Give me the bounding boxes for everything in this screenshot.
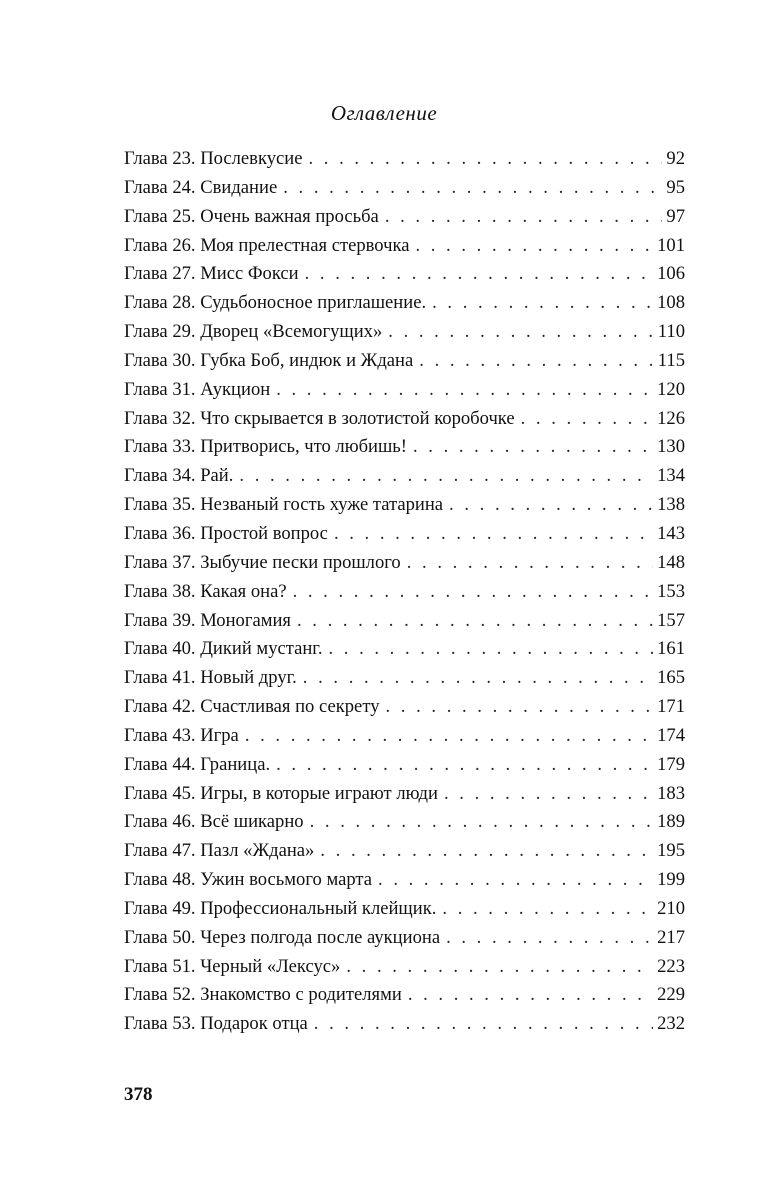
dot-leader: [328, 635, 653, 664]
dot-leader: [276, 376, 653, 405]
dot-leader: [408, 981, 653, 1010]
chapter-page-number: 165: [657, 667, 685, 689]
chapter-page-number: 199: [657, 869, 685, 891]
dot-leader: [407, 549, 653, 578]
dot-leader: [413, 433, 653, 462]
dot-leader: [314, 1010, 653, 1039]
chapter-title: Глава 31. Аукцион: [124, 378, 271, 400]
chapter-page-number: 210: [657, 897, 685, 919]
chapter-title: Глава 30. Губка Боб, индюк и Ждана: [124, 349, 414, 371]
chapter-title: Глава 36. Простой вопрос: [124, 522, 328, 544]
dot-leader: [442, 895, 653, 924]
toc-entry: [124, 289, 685, 318]
toc-entry: [124, 635, 685, 664]
toc-entry: [124, 347, 685, 376]
chapter-title: Глава 32. Что скрывается в золотистой коробочке: [124, 407, 515, 429]
dot-leader: [419, 347, 654, 376]
toc-entry: [124, 1010, 685, 1039]
toc-entry: [124, 318, 685, 347]
chapter-page-number: 174: [657, 724, 685, 746]
chapter-title: Глава 50. Через полгода после аукциона: [124, 926, 441, 948]
chapter-page-number: 161: [657, 638, 685, 660]
dot-leader: [385, 203, 663, 232]
dot-leader: [297, 607, 653, 636]
toc-entry: [124, 664, 685, 693]
toc-entry: [124, 203, 685, 232]
chapter-title: Глава 43. Игра: [124, 724, 239, 746]
chapter-page-number: 143: [657, 522, 685, 544]
dot-leader: [283, 174, 662, 203]
chapter-page-number: 108: [657, 292, 685, 314]
page-title: Оглавление: [330, 101, 438, 125]
dot-leader: [276, 751, 653, 780]
dot-leader: [444, 780, 653, 809]
chapter-page-number: 171: [657, 696, 685, 718]
toc-entry: [124, 145, 685, 174]
chapter-page-number: 183: [657, 782, 685, 804]
chapter-title: Глава 48. Ужин восьмого марта: [124, 869, 373, 891]
chapter-title: Глава 47. Пазл «Ждана»: [124, 840, 315, 862]
chapter-title: Глава 27. Мисс Фокси: [124, 263, 299, 285]
chapter-page-number: 130: [657, 436, 685, 458]
dot-leader: [239, 462, 653, 491]
toc-entry: [124, 520, 685, 549]
chapter-page-number: 110: [657, 321, 685, 343]
chapter-page-number: 223: [657, 955, 685, 977]
chapter-title: Глава 40. Дикий мустанг.: [124, 638, 323, 660]
chapter-title: Глава 49. Профессиональный клейщик.: [124, 897, 437, 919]
table-of-contents: [124, 145, 685, 1039]
page-number: 378: [124, 1084, 153, 1105]
chapter-page-number: 126: [657, 407, 685, 429]
chapter-title: Глава 39. Моногамия: [124, 609, 291, 631]
chapter-title: Глава 46. Всё шикарно: [124, 811, 304, 833]
dot-leader: [521, 405, 653, 434]
toc-entry: [124, 837, 685, 866]
toc-entry: [124, 232, 685, 261]
dot-leader: [310, 808, 654, 837]
toc-entry: [124, 405, 685, 434]
dot-leader: [308, 145, 662, 174]
chapter-page-number: 134: [657, 465, 685, 487]
chapter-title: Глава 29. Дворец «Всемогущих»: [124, 321, 383, 343]
toc-entry: [124, 260, 685, 289]
chapter-title: Глава 23. Послевкусие: [124, 148, 303, 169]
chapter-page-number: 157: [657, 609, 685, 631]
toc-entry: [124, 433, 685, 462]
toc-entry: [124, 981, 685, 1010]
toc-entry: [124, 693, 685, 722]
chapter-title: Глава 51. Черный «Лексус»: [124, 955, 341, 977]
chapter-page-number: 101: [657, 234, 685, 256]
chapter-page-number: 115: [657, 349, 685, 371]
chapter-page-number: 97: [666, 205, 685, 227]
toc-entry: [124, 924, 685, 953]
dot-leader: [386, 693, 654, 722]
chapter-title: Глава 34. Рай.: [124, 465, 234, 487]
toc-entry: [124, 174, 685, 203]
toc-entry: [124, 607, 685, 636]
dot-leader: [303, 664, 653, 693]
chapter-page-number: 153: [657, 580, 685, 602]
chapter-title: Глава 42. Счастливая по секрету: [124, 696, 380, 718]
toc-entry: [124, 751, 685, 780]
chapter-title: Глава 41. Новый друг.: [124, 667, 297, 689]
chapter-title: Глава 35. Незваный гость хуже татарина: [124, 494, 444, 516]
chapter-page-number: 189: [657, 811, 685, 833]
chapter-page-number: 229: [657, 984, 685, 1006]
dot-leader: [346, 953, 653, 982]
chapter-page-number: 120: [657, 378, 685, 400]
toc-entry: [124, 462, 685, 491]
chapter-title: Глава 33. Притворись, что любишь!: [124, 436, 407, 458]
dot-leader: [446, 924, 653, 953]
toc-entry: [124, 491, 685, 520]
dot-leader: [432, 289, 653, 318]
toc-entry: [124, 780, 685, 809]
dot-leader: [449, 491, 653, 520]
toc-entry: [124, 895, 685, 924]
dot-leader: [305, 260, 654, 289]
chapter-page-number: 95: [666, 176, 685, 198]
toc-entry: [124, 866, 685, 895]
dot-leader: [320, 837, 653, 866]
chapter-page-number: 92: [666, 148, 685, 169]
toc-entry: [124, 578, 685, 607]
dot-leader: [293, 578, 654, 607]
chapter-page-number: 148: [657, 551, 685, 573]
chapter-title: Глава 28. Судьбоносное приглашение.: [124, 292, 427, 314]
chapter-title: Глава 26. Моя прелестная стервочка: [124, 234, 410, 256]
chapter-title: Глава 38. Какая она?: [124, 580, 287, 602]
toc-entry: [124, 953, 685, 982]
chapter-title: Глава 52. Знакомство с родителями: [124, 984, 402, 1006]
chapter-page-number: 232: [657, 1013, 685, 1035]
dot-leader: [388, 318, 654, 347]
chapter-page-number: 179: [657, 753, 685, 775]
toc-entry: [124, 549, 685, 578]
dot-leader: [334, 520, 653, 549]
toc-entry: [124, 376, 685, 405]
chapter-title: Глава 45. Игры, в которые играют люди: [124, 782, 438, 804]
chapter-title: Глава 44. Граница.: [124, 753, 271, 775]
chapter-page-number: 217: [657, 926, 685, 948]
toc-entry: [124, 722, 685, 751]
chapter-title: Глава 25. Очень важная просьба: [124, 205, 379, 227]
chapter-title: Глава 53. Подарок отца: [124, 1013, 308, 1035]
dot-leader: [245, 722, 653, 751]
dot-leader: [378, 866, 653, 895]
chapter-page-number: 106: [657, 263, 685, 285]
toc-entry: [124, 808, 685, 837]
chapter-page-number: 195: [657, 840, 685, 862]
chapter-title: Глава 24. Свидание: [124, 176, 278, 198]
dot-leader: [415, 232, 653, 261]
chapter-title: Глава 37. Зыбучие пески прошлого: [124, 551, 401, 573]
chapter-page-number: 138: [657, 494, 685, 516]
